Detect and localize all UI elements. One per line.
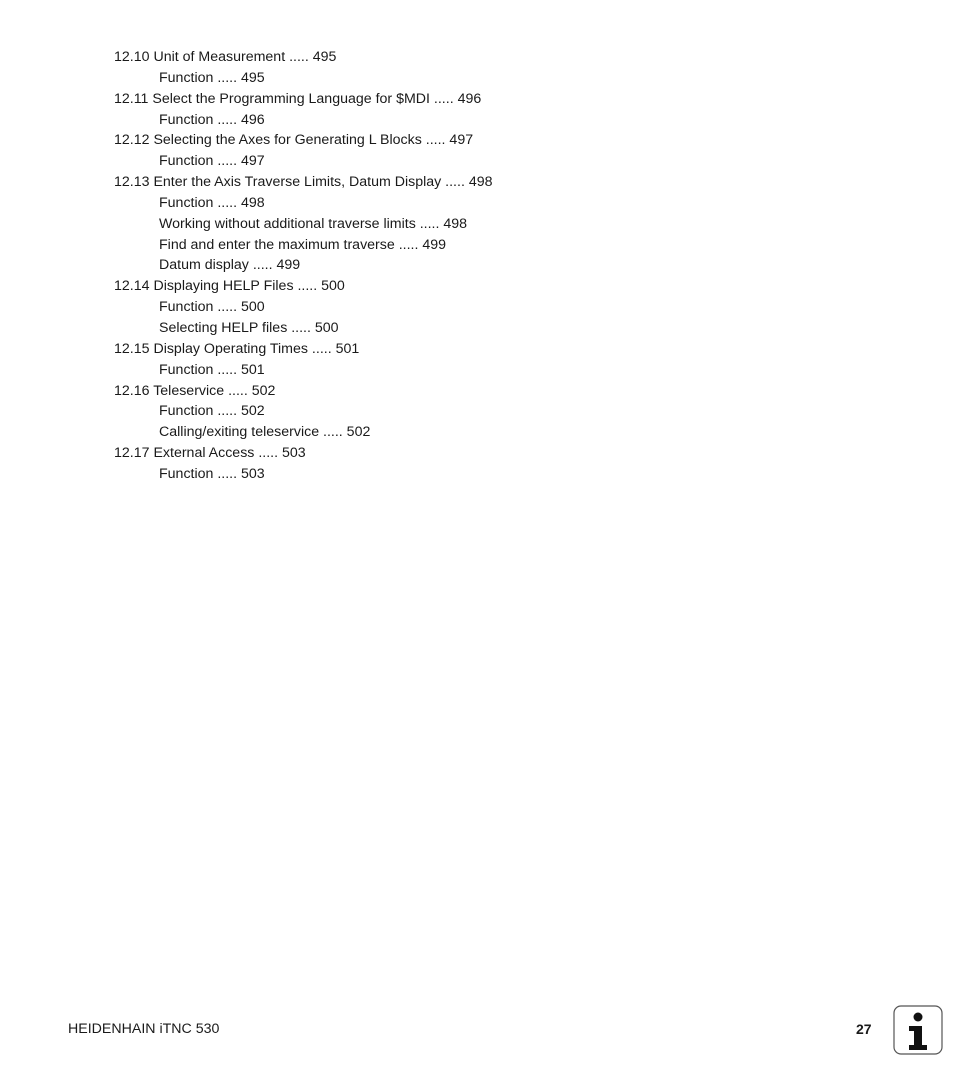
toc-entry-12-14[interactable]: 12.14 Displaying HELP Files ..... 500 [114, 278, 345, 295]
toc-subentry[interactable]: Function ..... 496 [159, 111, 265, 128]
toc-subentry[interactable]: Function ..... 497 [159, 153, 265, 170]
toc-entry-12-12[interactable]: 12.12 Selecting the Axes for Generating L Blocks ..... 497 [114, 132, 474, 149]
toc-entry-12-17[interactable]: 12.17 External Access ..... 503 [114, 445, 306, 462]
toc-subentry[interactable]: Function ..... 495 [159, 69, 265, 86]
toc-subentry[interactable]: Function ..... 502 [159, 403, 265, 420]
toc-subentry[interactable]: Datum display ..... 499 [159, 257, 301, 274]
toc-subentry[interactable]: Working without additional traverse limits ..... 498 [159, 215, 468, 232]
toc-subentry[interactable]: Find and enter the maximum traverse ..... 499 [159, 236, 447, 253]
toc-subentry[interactable]: Selecting HELP files ..... 500 [159, 319, 339, 336]
toc-subentry[interactable]: Calling/exiting teleservice ..... 502 [159, 424, 371, 441]
toc-subentry[interactable]: Function ..... 501 [159, 361, 265, 378]
toc-entry-12-16[interactable]: 12.16 Teleservice ..... 502 [114, 382, 276, 399]
toc-entry-12-15[interactable]: 12.15 Display Operating Times ..... 501 [114, 340, 360, 357]
toc-entry-12-11[interactable]: 12.11 Select the Programming Language for $MDI ..... 496 [114, 90, 482, 107]
toc-subentry[interactable]: Function ..... 500 [159, 299, 265, 316]
footer-title: HEIDENHAIN iTNC 530 [68, 1021, 220, 1037]
info-icon [893, 1005, 943, 1055]
toc-entry-12-13[interactable]: 12.13 Enter the Axis Traverse Limits, Datum Display ..... 498 [114, 174, 493, 191]
toc-entry-12-10[interactable]: 12.10 Unit of Measurement ..... 495 [114, 49, 337, 65]
table-of-contents [0, 47, 700, 485]
page-number: 27 [856, 1021, 872, 1037]
toc-subentry[interactable]: Function ..... 498 [159, 194, 265, 211]
toc-subentry[interactable]: Function ..... 503 [159, 465, 265, 482]
